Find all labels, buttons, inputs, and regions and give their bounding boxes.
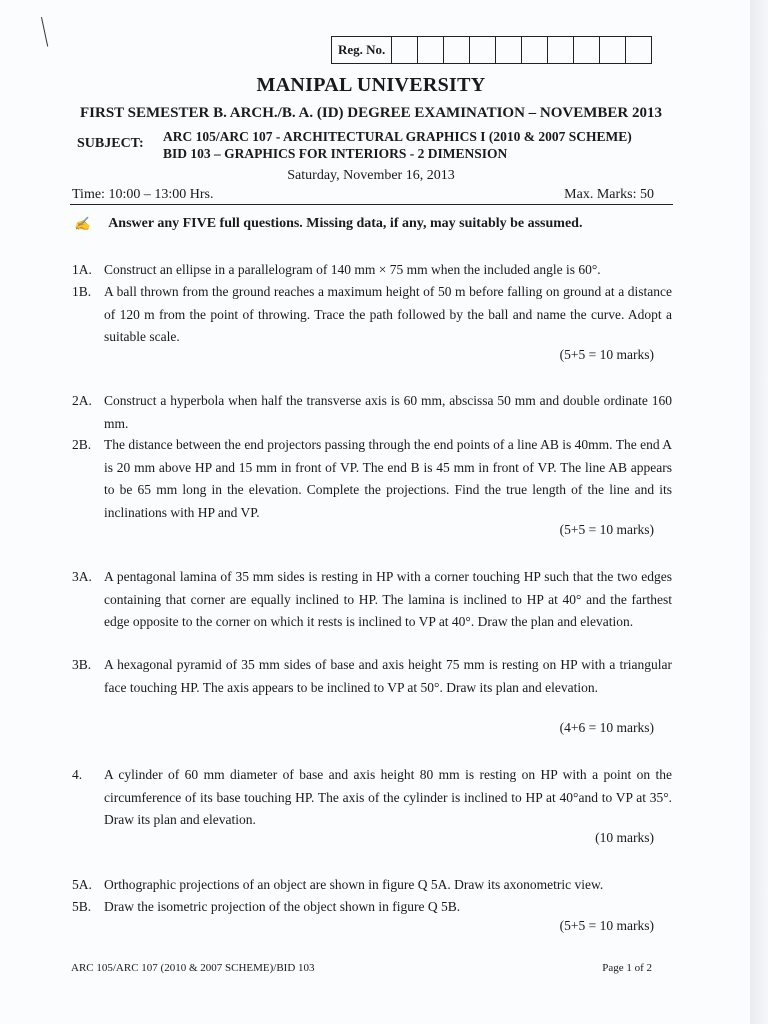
reg-digit-box[interactable] <box>496 37 522 63</box>
instruction-row <box>74 216 582 232</box>
exam-time: Time: 10:00 – 13:00 Hrs. <box>72 187 214 202</box>
university-title: MANIPAL UNIVERSITY <box>256 74 486 96</box>
header-divider <box>70 204 673 205</box>
reg-digit-box[interactable] <box>392 37 418 63</box>
question-text: The distance between the end projectors passing through the end points of a line AB is 40mm. The end A is 20 mm above HP and 15 mm in front of VP. The end B is 45 mm in front of VP. The line AB appears to be 65 mm long in the elevation. Complete the projections. Find the true length of the line and its inclinations with HP and VP. <box>104 437 672 520</box>
question-number: 3A. <box>72 569 92 584</box>
pen-icon: ✍ <box>74 216 91 231</box>
question-number: 1A. <box>72 262 92 277</box>
scan-edge <box>750 0 768 1024</box>
reg-digit-box[interactable] <box>470 37 496 63</box>
question-1-marks: (5+5 = 10 marks) <box>559 347 654 362</box>
question-5-marks: (5+5 = 10 marks) <box>559 918 654 933</box>
exam-date: Saturday, November 16, 2013 <box>287 168 455 183</box>
question-number: 2B. <box>72 437 92 452</box>
question-number: 5A. <box>72 877 92 892</box>
question-4 <box>72 764 672 832</box>
subject-line-2: BID 103 – GRAPHICS FOR INTERIORS - 2 DIMENSION <box>163 146 508 161</box>
question-3a <box>72 566 672 634</box>
reg-no-label: Reg. No. <box>332 37 392 63</box>
question-text: A cylinder of 60 mm diameter of base and axis height 80 mm is resting on HP with a point on the circumference of its base touching HP. The axis of the cylinder is inclined to HP at 40°and to VP at 35°. Draw its plan and elevation. <box>104 767 672 827</box>
question-3b <box>72 654 672 699</box>
reg-digit-box[interactable] <box>626 37 651 63</box>
question-3-marks: (4+6 = 10 marks) <box>559 720 654 735</box>
question-text: A pentagonal lamina of 35 mm sides is resting in HP with a corner touching HP such that the two edges containing that corner are equally inclined to HP. The lamina is inclined to HP at 40° and the farthest edge opposite to the corner on which it rests is inclined to VP at 40°. Draw the plan and elevation. <box>104 569 672 629</box>
question-5b <box>72 896 672 919</box>
instruction-text: Answer any FIVE full questions. Missing data, if any, may suitably be assumed. <box>108 216 583 231</box>
reg-digit-box[interactable] <box>548 37 574 63</box>
reg-digit-box[interactable] <box>444 37 470 63</box>
question-number: 3B. <box>72 657 92 672</box>
question-number: 4. <box>72 767 83 782</box>
reg-digit-box[interactable] <box>522 37 548 63</box>
question-5a <box>72 874 672 897</box>
question-2b <box>72 434 672 524</box>
exam-title: FIRST SEMESTER B. ARCH./B. A. (ID) DEGREE EXAMINATION – NOVEMBER 2013 <box>79 105 663 121</box>
question-text: Orthographic projections of an object are shown in figure Q 5A. Draw its axonometric view. <box>104 877 604 892</box>
subject-line-1: ARC 105/ARC 107 - ARCHITECTURAL GRAPHICS I (2010 & 2007 SCHEME) <box>163 129 632 144</box>
question-number: 1B. <box>72 284 92 299</box>
question-number: 2A. <box>72 393 92 408</box>
subject-label: SUBJECT: <box>77 136 144 151</box>
reg-digit-box[interactable] <box>574 37 600 63</box>
footer-course-code: ARC 105/ARC 107 (2010 & 2007 SCHEME)/BID 103 <box>71 962 315 974</box>
question-4-marks: (10 marks) <box>595 830 654 845</box>
pen-mark <box>41 15 56 46</box>
reg-digit-box[interactable] <box>418 37 444 63</box>
reg-no-box <box>331 36 652 64</box>
question-text: Construct an ellipse in a parallelogram of 140 mm × 75 mm when the included angle is 60°. <box>104 262 601 277</box>
question-1a <box>72 259 672 282</box>
max-marks: Max. Marks: 50 <box>564 187 654 202</box>
question-2a <box>72 390 672 435</box>
question-number: 5B. <box>72 899 92 914</box>
question-text: A ball thrown from the ground reaches a maximum height of 50 m before falling on ground at a distance of 120 m from the point of throwing. Trace the path followed by the ball and name the curve. Adopt a suitable scale. <box>104 284 672 344</box>
reg-digit-box[interactable] <box>600 37 626 63</box>
question-text: A hexagonal pyramid of 35 mm sides of base and axis height 75 mm is resting on HP with a triangular face touching HP. The axis appears to be inclined to VP at 50°. Draw its plan and elevation. <box>104 657 672 695</box>
question-text: Draw the isometric projection of the object shown in figure Q 5B. <box>104 899 461 914</box>
question-2-marks: (5+5 = 10 marks) <box>559 522 654 537</box>
question-1b <box>72 281 672 349</box>
footer-page-number: Page 1 of 2 <box>602 962 652 974</box>
question-text: Construct a hyperbola when half the transverse axis is 60 mm, abscissa 50 mm and double ordinate 160 mm. <box>104 393 672 431</box>
